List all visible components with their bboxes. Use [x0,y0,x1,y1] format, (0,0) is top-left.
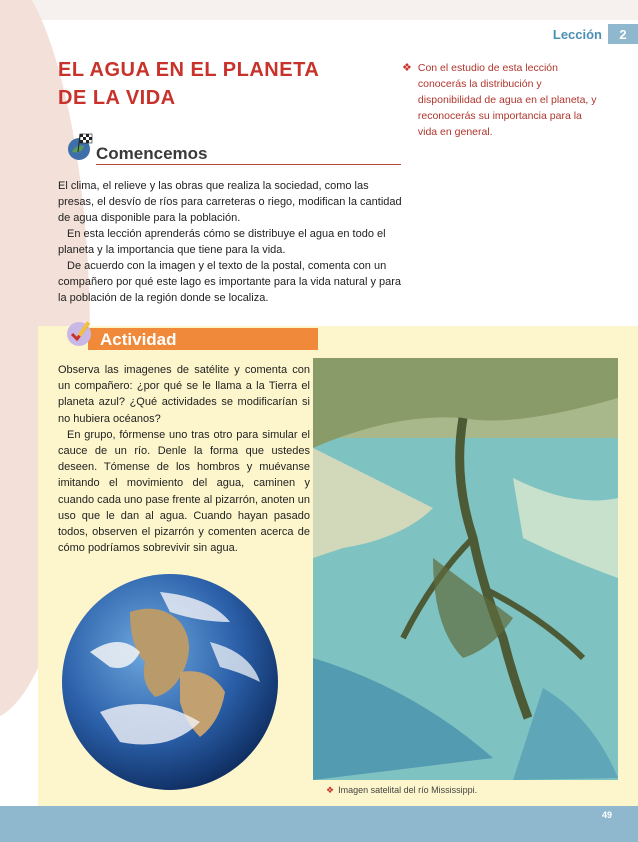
intro-paragraph-3: De acuerdo con la imagen y el texto de la postal, comenta con un compañero por qué este lago es importante para la vida natural y para la población de la región donde se localiza. [58,260,402,304]
mississippi-satellite-image [313,358,618,780]
lesson-objective [402,60,602,140]
activity-text [58,362,310,556]
lesson-number: 2 [608,24,638,44]
intro-paragraph-2: En esta lección aprenderás cómo se distribuye el agua en todo el planeta y la importancia que tiene para la vida. [58,228,386,256]
intro-text [58,178,403,306]
page-title [58,56,358,112]
diamond-bullet-icon: ❖ [402,62,412,74]
actividad-header [58,318,318,352]
comencemos-header [58,130,403,166]
comencemos-label: Comencemos [96,144,208,163]
title-line-2: DE LA VIDA [58,87,176,109]
caption-text: Imagen satelital del río Mississippi. [338,785,478,795]
title-line-1: EL AGUA EN EL PLANETA [58,59,320,81]
page-number: 49 [601,810,612,820]
image-caption [326,782,477,798]
pencil-check-icon [64,318,94,348]
objective-text: Con el estudio de esta lección conocerás la distribución y disponibilidad de agua en el planeta, y reconocerás su importancia para la vida en general. [417,62,597,138]
lesson-label: Lección [552,26,602,42]
checkered-flag-icon [64,132,94,162]
lesson-tag [553,24,638,44]
activity-paragraph-2: En grupo, fórmense uno tras otro para simular el cauce de un río. Denle la forma que ustedes deseen. Tómense de los hombros y muévanse imitando el movimiento del agua, caminen y cuando cada uno pase frente al pizarrón, anoten un uso que le dan al agua. Cuando hayan pasado todos, observen el pizarrón y comenten acerca de cómo podríamos sobrevivir sin agua. [58,428,310,555]
activity-paragraph-1: Observa las imagenes de satélite y comenta con un compañero: ¿por qué se le llama a la Tierra el planeta azul? ¿Qué actividades se modificarían si no hubiera océanos? [58,364,310,425]
comencemos-underline [96,164,401,165]
diamond-bullet-icon: ❖ [326,785,335,795]
footer-bar [0,806,638,842]
intro-paragraph-1: El clima, el relieve y las obras que realiza la sociedad, como las presas, el desvío de ríos para carreteras o riego, modifican la cantidad de agua disponible para la población. [58,180,402,224]
page-top-band [0,0,638,20]
earth-image [60,572,280,792]
actividad-label: Actividad [100,330,177,349]
